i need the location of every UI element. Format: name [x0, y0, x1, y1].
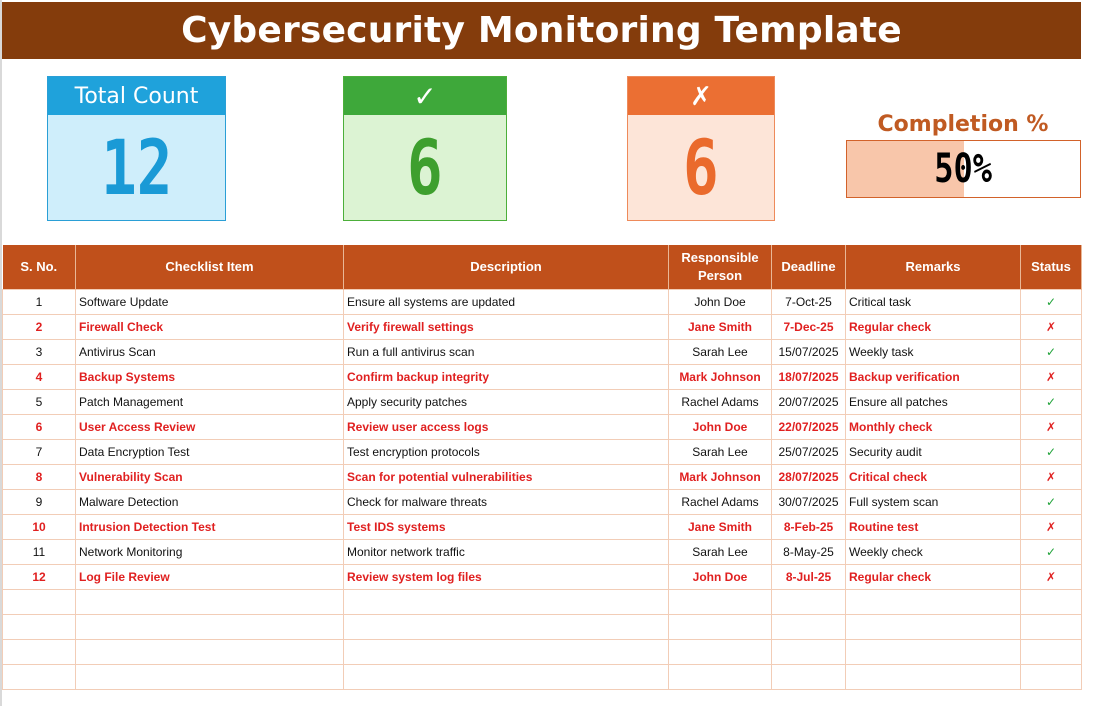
cell-deadline[interactable]: 18/07/2025: [772, 364, 846, 389]
cell-description[interactable]: Apply security patches: [344, 389, 669, 414]
cell-remarks[interactable]: Weekly check: [846, 539, 1021, 564]
empty-cell[interactable]: [344, 589, 669, 614]
cell-description[interactable]: Test encryption protocols: [344, 439, 669, 464]
page-title: Cybersecurity Monitoring Template: [2, 2, 1081, 59]
cell-sno[interactable]: 6: [3, 414, 76, 439]
check-icon[interactable]: ✓: [1021, 489, 1082, 514]
header-responsible-person[interactable]: Responsible Person: [669, 245, 772, 289]
cell-description[interactable]: Run a full antivirus scan: [344, 339, 669, 364]
cell-checklist-item[interactable]: Intrusion Detection Test: [76, 514, 344, 539]
cell-description[interactable]: Ensure all systems are updated: [344, 289, 669, 314]
completed-count-card: [343, 76, 507, 221]
cell-responsible-person[interactable]: Sarah Lee: [669, 339, 772, 364]
cell-deadline[interactable]: 8-Feb-25: [772, 514, 846, 539]
cell-checklist-item[interactable]: User Access Review: [76, 414, 344, 439]
empty-cell[interactable]: [846, 614, 1021, 639]
empty-cell[interactable]: [669, 614, 772, 639]
cell-deadline[interactable]: 28/07/2025: [772, 464, 846, 489]
cell-remarks[interactable]: Regular check: [846, 564, 1021, 589]
table-row: [3, 489, 1082, 514]
total-count-label: Total Count: [48, 77, 225, 115]
cell-description[interactable]: Review system log files: [344, 564, 669, 589]
cell-checklist-item[interactable]: Antivirus Scan: [76, 339, 344, 364]
cell-sno[interactable]: 8: [3, 464, 76, 489]
table-row: [3, 289, 1082, 314]
cell-description[interactable]: Test IDS systems: [344, 514, 669, 539]
cross-icon[interactable]: ✗: [1021, 364, 1082, 389]
header-sno[interactable]: S. No.: [3, 245, 76, 289]
completion-progress-bar: [846, 140, 1081, 198]
empty-cell[interactable]: [1021, 639, 1082, 664]
check-icon[interactable]: ✓: [1021, 339, 1082, 364]
empty-cell[interactable]: [669, 589, 772, 614]
cross-icon[interactable]: ✗: [1021, 414, 1082, 439]
completion-label: Completion %: [877, 112, 1049, 137]
empty-cell[interactable]: [846, 589, 1021, 614]
empty-cell[interactable]: [1021, 664, 1082, 689]
total-count-value: 12: [100, 123, 173, 212]
cell-remarks[interactable]: Backup verification: [846, 364, 1021, 389]
check-icon[interactable]: ✓: [1021, 289, 1082, 314]
empty-row: [3, 664, 1082, 689]
table-row: [3, 414, 1082, 439]
cell-responsible-person[interactable]: Rachel Adams: [669, 389, 772, 414]
cell-deadline[interactable]: 8-May-25: [772, 539, 846, 564]
completed-count-value: 6: [407, 123, 443, 212]
cell-checklist-item[interactable]: Patch Management: [76, 389, 344, 414]
header-checklist-item[interactable]: Checklist Item: [76, 245, 344, 289]
cell-description[interactable]: Confirm backup integrity: [344, 364, 669, 389]
empty-cell[interactable]: [3, 664, 76, 689]
total-count-card: [47, 76, 226, 221]
empty-row: [3, 639, 1082, 664]
empty-cell[interactable]: [76, 589, 344, 614]
cell-checklist-item[interactable]: Network Monitoring: [76, 539, 344, 564]
cell-deadline[interactable]: 25/07/2025: [772, 439, 846, 464]
header-deadline[interactable]: Deadline: [772, 245, 846, 289]
cross-icon[interactable]: ✗: [1021, 514, 1082, 539]
table-row: [3, 389, 1082, 414]
cell-sno[interactable]: 9: [3, 489, 76, 514]
cross-icon[interactable]: ✗: [1021, 314, 1082, 339]
cell-checklist-item[interactable]: Data Encryption Test: [76, 439, 344, 464]
cell-sno[interactable]: 3: [3, 339, 76, 364]
cell-responsible-person[interactable]: Jane Smith: [669, 514, 772, 539]
header-status[interactable]: Status: [1021, 245, 1082, 289]
empty-cell[interactable]: [669, 639, 772, 664]
empty-cell[interactable]: [772, 664, 846, 689]
cell-deadline[interactable]: 7-Dec-25: [772, 314, 846, 339]
check-icon[interactable]: ✓: [1021, 439, 1082, 464]
cell-deadline[interactable]: 7-Oct-25: [772, 289, 846, 314]
cell-responsible-person[interactable]: John Doe: [669, 414, 772, 439]
cell-checklist-item[interactable]: Malware Detection: [76, 489, 344, 514]
empty-cell[interactable]: [344, 664, 669, 689]
cell-deadline[interactable]: 30/07/2025: [772, 489, 846, 514]
cell-sno[interactable]: 1: [3, 289, 76, 314]
cell-sno[interactable]: 10: [3, 514, 76, 539]
table-row: [3, 564, 1082, 589]
cell-remarks[interactable]: Monthly check: [846, 414, 1021, 439]
check-icon: ✓: [344, 77, 506, 115]
header-remarks[interactable]: Remarks: [846, 245, 1021, 289]
cell-checklist-item[interactable]: Log File Review: [76, 564, 344, 589]
empty-cell[interactable]: [3, 589, 76, 614]
cell-sno[interactable]: 2: [3, 314, 76, 339]
cell-deadline[interactable]: 22/07/2025: [772, 414, 846, 439]
check-icon[interactable]: ✓: [1021, 389, 1082, 414]
empty-cell[interactable]: [669, 664, 772, 689]
cell-checklist-item[interactable]: Vulnerability Scan: [76, 464, 344, 489]
header-description[interactable]: Description: [344, 245, 669, 289]
table-row: [3, 464, 1082, 489]
empty-cell[interactable]: [344, 614, 669, 639]
cross-icon[interactable]: ✗: [1021, 464, 1082, 489]
empty-cell[interactable]: [846, 664, 1021, 689]
table-row: [3, 539, 1082, 564]
table-row: [3, 514, 1082, 539]
cell-responsible-person[interactable]: John Doe: [669, 289, 772, 314]
empty-cell[interactable]: [3, 614, 76, 639]
cell-checklist-item[interactable]: Software Update: [76, 289, 344, 314]
cell-checklist-item[interactable]: Backup Systems: [76, 364, 344, 389]
cell-deadline[interactable]: 20/07/2025: [772, 389, 846, 414]
check-icon[interactable]: ✓: [1021, 539, 1082, 564]
cell-remarks[interactable]: Routine test: [846, 514, 1021, 539]
cell-responsible-person[interactable]: Sarah Lee: [669, 539, 772, 564]
cell-sno[interactable]: 4: [3, 364, 76, 389]
cell-description[interactable]: Check for malware threats: [344, 489, 669, 514]
empty-row: [3, 589, 1082, 614]
cell-responsible-person[interactable]: Sarah Lee: [669, 439, 772, 464]
empty-cell[interactable]: [846, 639, 1021, 664]
cell-description[interactable]: Monitor network traffic: [344, 539, 669, 564]
table-row: [3, 439, 1082, 464]
cell-description[interactable]: Scan for potential vulnerabilities: [344, 464, 669, 489]
empty-cell[interactable]: [1021, 589, 1082, 614]
cell-remarks[interactable]: Critical check: [846, 464, 1021, 489]
cross-icon[interactable]: ✗: [1021, 564, 1082, 589]
empty-cell[interactable]: [76, 639, 344, 664]
cell-remarks[interactable]: Full system scan: [846, 489, 1021, 514]
cell-responsible-person[interactable]: Jane Smith: [669, 314, 772, 339]
cell-remarks[interactable]: Ensure all patches: [846, 389, 1021, 414]
table-row: [3, 314, 1082, 339]
cell-remarks[interactable]: Security audit: [846, 439, 1021, 464]
cell-sno[interactable]: 12: [3, 564, 76, 589]
empty-cell[interactable]: [772, 589, 846, 614]
cell-responsible-person[interactable]: Mark Johnson: [669, 364, 772, 389]
cell-responsible-person[interactable]: Mark Johnson: [669, 464, 772, 489]
cell-sno[interactable]: 7: [3, 439, 76, 464]
cell-remarks[interactable]: Critical task: [846, 289, 1021, 314]
cell-deadline[interactable]: 8-Jul-25: [772, 564, 846, 589]
empty-cell[interactable]: [3, 639, 76, 664]
cell-responsible-person[interactable]: John Doe: [669, 564, 772, 589]
checklist-table: [2, 245, 1082, 690]
cell-deadline[interactable]: 15/07/2025: [772, 339, 846, 364]
empty-cell[interactable]: [772, 614, 846, 639]
cell-sno[interactable]: 11: [3, 539, 76, 564]
cell-remarks[interactable]: Weekly task: [846, 339, 1021, 364]
cell-checklist-item[interactable]: Firewall Check: [76, 314, 344, 339]
cell-responsible-person[interactable]: Rachel Adams: [669, 489, 772, 514]
pending-count-value: 6: [683, 123, 719, 212]
cross-icon: ✗: [628, 77, 774, 115]
completion-value: 50%: [934, 146, 993, 192]
empty-row: [3, 614, 1082, 639]
cell-remarks[interactable]: Regular check: [846, 314, 1021, 339]
cell-description[interactable]: Verify firewall settings: [344, 314, 669, 339]
empty-cell[interactable]: [76, 664, 344, 689]
empty-cell[interactable]: [76, 614, 344, 639]
empty-cell[interactable]: [1021, 614, 1082, 639]
table-row: [3, 364, 1082, 389]
empty-cell[interactable]: [344, 639, 669, 664]
cell-sno[interactable]: 5: [3, 389, 76, 414]
empty-cell[interactable]: [772, 639, 846, 664]
pending-count-card: [627, 76, 775, 221]
table-row: [3, 339, 1082, 364]
cell-description[interactable]: Review user access logs: [344, 414, 669, 439]
table-header-row: [3, 245, 1082, 289]
